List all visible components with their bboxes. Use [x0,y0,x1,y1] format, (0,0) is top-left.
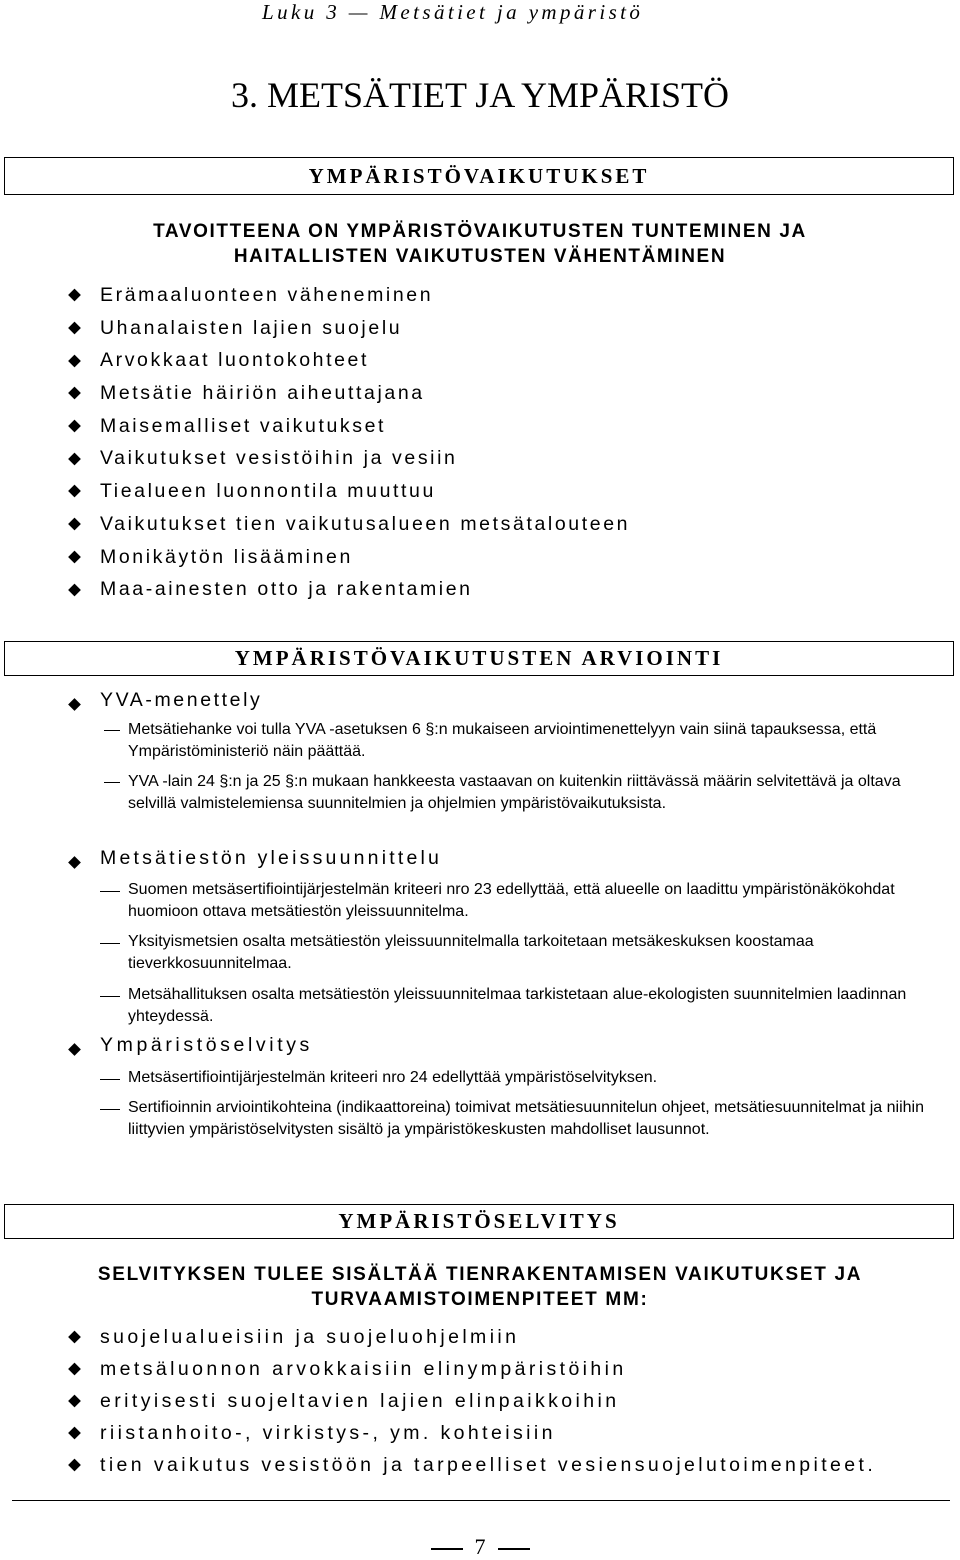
bullet-diamond-icon [68,354,81,367]
bullet-diamond-icon [68,856,81,869]
bullet-diamond-icon [68,583,81,596]
section-title: YMPÄRISTÖVAIKUTUKSET [308,164,650,188]
bullet-diamond-icon [68,1395,81,1408]
bullet-diamond-icon [68,387,81,400]
dash-icon [100,1079,120,1080]
bullet-diamond-icon [68,1043,81,1056]
bullet-diamond-icon [68,485,81,498]
goal-heading [0,219,960,269]
paragraph: Metsähallituksen osalta metsätiestön yleissuunnitelmaa tarkistetaan alue-ekologisten suunnitelmien laadinnan yhteydessä. [104,984,934,1028]
section-box-selvitys [4,1204,954,1239]
section-box-arviointi [4,641,954,676]
bullet-diamond-icon [68,322,81,335]
paragraph: Metsätiehanke voi tulla YVA -asetuksen 6 §:n mukaiseen arviointimenettelyyn vain siinä tapauksessa, että Ympäristöministeriö näin päättää. [104,719,934,763]
bullet-diamond-icon [68,550,81,563]
bullet-diamond-icon [68,1427,81,1440]
goal-line-1: TAVOITTEENA ON YMPÄRISTÖVAIKUTUSTEN TUNTEMINEN JA [153,221,807,242]
goal-line-2: HAITALLISTEN VAIKUTUSTEN VÄHENTÄMINEN [233,246,727,267]
dash-icon [104,730,120,731]
page-number: 7 [0,1534,960,1560]
section-box-ymparistovaikutukset [4,157,954,195]
bullet-diamond-icon [68,1331,81,1344]
section-title: YMPÄRISTÖVAIKUTUSTEN ARVIOINTI [234,646,724,670]
bullet-diamond-icon [68,518,81,531]
bullet-diamond-icon [68,1363,81,1376]
dash-icon [100,891,120,892]
ymparistoselvitys-heading: Ympäristöselvitys [70,1034,313,1057]
bullet-diamond-icon [68,698,81,711]
dash-icon [100,996,120,997]
dash-icon [498,1548,530,1549]
bullet-diamond-icon [68,452,81,465]
running-header: Luku 3 — Metsätiet ja ympäristö [262,0,644,24]
footer-rule [12,1500,950,1501]
dash-icon [431,1548,463,1549]
chapter-title: 3. METSÄTIET JA YMPÄRISTÖ [230,75,730,115]
paragraph: Suomen metsäsertifiointijärjestelmän kriteeri nro 23 edellyttää, että alueelle on laadittu ympäristönäkökohdat huomioon ottava metsätiestön yleissuunnitelma. [104,879,934,923]
dash-icon [100,1109,120,1110]
section-title: YMPÄRISTÖSELVITYS [338,1209,620,1233]
paragraph: Sertifioinnin arviointikohteina (indikaattoreina) toimivat metsätiesuunnitelun ohjeet, metsätiesuunnitelmat ja niihin liittyvien ympäristöselvitysten sisältö ja ympäristökeskusten mahdolliset lausunnot. [104,1097,934,1141]
bullet-diamond-icon [68,420,81,433]
paragraph: YVA -lain 24 §:n ja 25 §:n mukaan hankkeesta vastaavan on kuitenkin riittävässä määrin selvitettävä ja oltava selvillä valmistelemiensa suunnitelmien ja ohjelmien ympäristövaikutuksista. [104,771,934,815]
yleissuunnittelu-heading: Metsätiestön yleissuunnittelu [70,847,442,870]
yva-heading: YVA-menettely [70,689,262,712]
bullet-diamond-icon [68,1459,81,1472]
selvitys-heading [0,1262,960,1312]
paragraph: Metsäsertifiointijärjestelmän kriteeri nro 24 edellyttää ympäristöselvityksen. [104,1067,934,1089]
dash-icon [100,943,120,944]
dash-icon [104,782,120,783]
paragraph: Yksityismetsien osalta metsätiestön yleissuunnitelmalla tarkoitetaan metsäkeskuksen koostamaa tieverkkosuunnitelmaa. [104,931,934,975]
selvitys-heading-line-2: TURVAAMISTOIMENPITEET MM: [311,1289,649,1310]
bullet-diamond-icon [68,289,81,302]
selvitys-heading-line-1: SELVITYKSEN TULEE SISÄLTÄÄ TIENRAKENTAMISEN VAIKUTUKSET JA [97,1264,863,1285]
